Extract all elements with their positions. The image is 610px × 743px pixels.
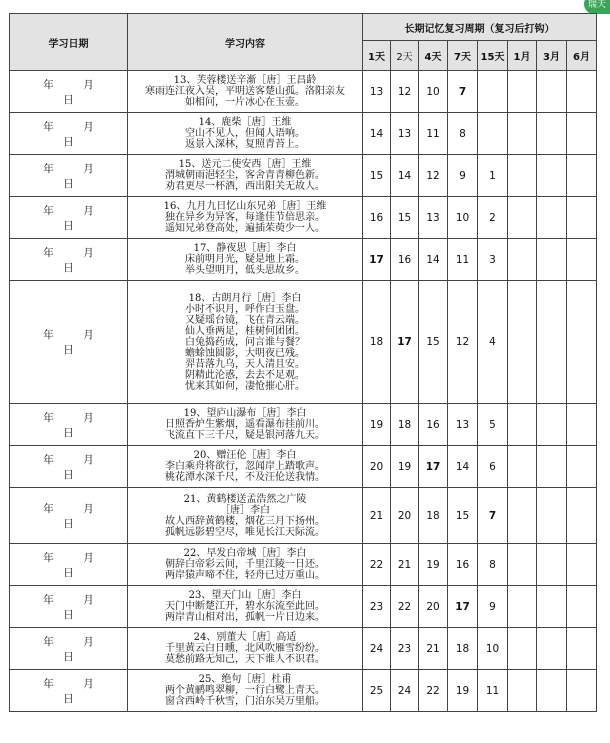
review-check-cell[interactable]: 8 [448,113,478,155]
poem-line: 天门中断楚江开，碧水东流至此回。 [165,601,325,612]
review-check-cell[interactable]: 20 [419,586,448,628]
date-day-label: 日 [63,517,74,530]
poem-line: 两岸青山相对出，孤帆一片日边来。 [165,612,325,623]
date-month-label: 月 [83,635,94,648]
corner-badge: 瑞天 [584,0,610,14]
poem-line: 阴精此沦惑，去去不足观。 [185,369,305,381]
date-year-label: 年 [43,162,54,175]
review-check-cell[interactable] [537,586,567,628]
review-check-cell[interactable] [478,71,508,113]
review-check-cell[interactable]: 21 [391,544,419,586]
poem-line: 孤帆远影碧空尽，唯见长江天际流。 [165,526,325,538]
review-check-cell[interactable]: 10 [478,628,508,670]
date-column-header: 学习日期 [10,14,128,71]
date-day-label: 日 [63,135,74,148]
review-check-cell[interactable]: 1 [478,155,508,197]
study-content-cell [128,670,363,712]
date-day-label: 日 [63,93,74,106]
review-check-cell[interactable]: 12 [448,281,478,404]
review-check-cell[interactable]: 10 [448,197,478,239]
review-check-cell[interactable] [508,446,537,488]
poem-line: 两个黄鹂鸣翠柳，一行白鹭上青天。 [165,685,325,696]
poem-line: 飞流直下三千尺，疑是银河落九天。 [165,430,325,441]
date-month-label: 月 [83,411,94,424]
date-year-label: 年 [43,204,54,217]
review-check-cell[interactable]: 14 [448,446,478,488]
study-date-cell[interactable] [10,281,128,404]
review-check-cell[interactable]: 19 [391,446,419,488]
study-date-cell[interactable] [10,239,128,281]
date-year-label: 年 [43,677,54,690]
review-check-cell[interactable] [537,488,567,544]
study-content-cell [128,155,363,197]
poem-title: 14、鹿柴［唐］王维 [198,117,292,128]
review-check-cell[interactable]: 13 [391,113,419,155]
date-year-label: 年 [43,502,54,515]
poem-line: 日照香炉生紫烟，遥看瀑布挂前川。 [165,419,325,430]
review-check-cell[interactable]: 20 [363,446,391,488]
review-check-cell[interactable]: 4 [478,281,508,404]
review-check-cell[interactable]: 3 [478,239,508,281]
review-check-cell[interactable] [567,488,597,544]
review-check-cell[interactable] [537,113,567,155]
date-day-label: 日 [63,219,74,232]
review-check-cell[interactable]: 9 [448,155,478,197]
review-check-cell[interactable] [508,488,537,544]
poem-line: 忧来其如何，凄怆摧心肝。 [185,380,305,392]
poem-title: 13、芙蓉楼送辛渐［唐］王昌龄 [173,75,317,86]
date-year-label: 年 [43,329,54,341]
study-date-cell[interactable] [10,404,128,446]
poem-line: 独在异乡为异客，每逢佳节倍思亲。 [165,212,325,223]
review-check-cell[interactable] [508,71,537,113]
review-check-cell[interactable]: 13 [419,197,448,239]
study-content-cell [128,488,363,544]
poem-line: 桃花潭水深千尺，不及汪伦送我情。 [165,472,325,483]
poem-title: 25、绝句［唐］杜甫 [198,674,292,685]
review-check-cell[interactable] [537,446,567,488]
poem-line: 劝君更尽一杯酒，西出阳关无故人。 [165,181,325,192]
date-month-label: 月 [83,120,94,133]
date-month-label: 月 [83,246,94,259]
review-check-cell[interactable] [508,239,537,281]
review-check-cell[interactable]: 11 [419,113,448,155]
table-row [10,544,597,586]
review-check-cell[interactable] [508,197,537,239]
review-check-cell[interactable]: 15 [363,155,391,197]
date-day-label: 日 [63,177,74,190]
poem-line: 莫愁前路无知己，天下谁人不识君。 [165,654,325,665]
review-check-cell[interactable]: 19 [419,544,448,586]
date-year-label: 年 [43,635,54,648]
date-year-label: 年 [43,78,54,91]
poem-line: 返景入深林，复照青苔上。 [185,139,305,150]
review-check-cell[interactable] [567,281,597,404]
date-month-label: 月 [83,204,94,217]
review-check-cell[interactable]: 22 [363,544,391,586]
review-check-cell[interactable] [537,155,567,197]
date-day-label: 日 [63,261,74,274]
review-check-cell[interactable]: 14 [419,239,448,281]
poem-line: 床前明月光，疑是地上霜。 [185,254,305,265]
study-content-cell [128,71,363,113]
date-month-label: 月 [83,329,94,341]
review-check-cell[interactable]: 13 [363,71,391,113]
review-check-cell[interactable]: 18 [448,628,478,670]
poem-line: 蟾蜍蚀圆影，大明夜已残。 [185,347,305,359]
table-row [10,197,597,239]
review-check-cell[interactable]: 22 [419,670,448,712]
date-day-label: 日 [63,608,74,621]
review-check-cell[interactable]: 14 [363,113,391,155]
review-check-cell[interactable]: 24 [391,670,419,712]
poem-line: ［唐］李白 [220,504,270,516]
review-check-cell[interactable] [537,544,567,586]
study-date-cell[interactable] [10,628,128,670]
poem-title: 22、早发白帝城［唐］李白 [183,548,307,559]
review-check-cell[interactable]: 18 [391,404,419,446]
review-check-cell[interactable]: 16 [448,544,478,586]
poem-line: 千里黄云白日曛，北风吹雁雪纷纷。 [165,643,325,654]
poem-line: 小时不识月，呼作白玉盘。 [185,303,305,315]
review-check-cell[interactable]: 23 [391,628,419,670]
poem-title: 19、望庐山瀑布［唐］李白 [183,408,307,419]
study-content-cell [128,197,363,239]
review-check-cell[interactable]: 11 [448,239,478,281]
review-check-cell[interactable]: 17 [448,586,478,628]
review-check-cell[interactable] [537,197,567,239]
table-row [10,281,597,404]
date-day-label: 日 [63,566,74,579]
review-day-header: 4天 [419,41,448,71]
date-month-label: 月 [83,453,94,466]
review-check-cell[interactable]: 21 [363,488,391,544]
review-check-cell[interactable]: 17 [363,239,391,281]
date-year-label: 年 [43,411,54,424]
review-day-header: 15天 [478,41,508,71]
review-check-cell[interactable]: 18 [419,488,448,544]
table-row [10,113,597,155]
poem-line: 李白乘舟将欲行，忽闻岸上踏歌声。 [165,461,325,472]
poem-title: 15、送元二使安西［唐］王维 [178,159,312,170]
study-content-cell [128,404,363,446]
date-month-label: 月 [83,677,94,690]
table-row [10,670,597,712]
study-date-cell[interactable] [10,197,128,239]
review-group-header: 长期记忆复习周期（复习后打钩） [363,14,597,41]
table-row [10,155,597,197]
review-check-cell[interactable] [508,544,537,586]
study-date-cell[interactable] [10,446,128,488]
review-check-cell[interactable]: 7 [448,71,478,113]
review-day-header: 2天 [391,41,419,71]
date-day-label: 日 [63,692,74,705]
poem-line: 窗含西岭千秋雪，门泊东吴万里船。 [165,696,325,707]
review-check-cell[interactable] [508,670,537,712]
review-check-cell[interactable]: 7 [478,488,508,544]
review-check-cell[interactable] [567,446,597,488]
review-day-header: 6月 [567,41,597,71]
review-check-cell[interactable]: 16 [419,404,448,446]
review-check-cell[interactable] [567,544,597,586]
review-check-cell[interactable]: 15 [391,197,419,239]
review-check-cell[interactable] [567,628,597,670]
date-year-label: 年 [43,246,54,259]
poem-title: 20、赠汪伦［唐］李白 [193,450,297,461]
study-date-cell[interactable] [10,544,128,586]
review-check-cell[interactable] [537,404,567,446]
review-check-cell[interactable]: 16 [363,197,391,239]
review-check-cell[interactable] [508,281,537,404]
review-check-cell[interactable]: 23 [363,586,391,628]
study-date-cell[interactable] [10,670,128,712]
review-day-header: 7天 [448,41,478,71]
study-content-cell [128,113,363,155]
review-check-cell[interactable]: 19 [448,670,478,712]
study-date-cell[interactable] [10,113,128,155]
poem-line: 仙人垂两足，桂树何团团。 [185,325,305,337]
study-content-cell [128,586,363,628]
table-row [10,586,597,628]
review-check-cell[interactable]: 17 [391,281,419,404]
study-date-cell[interactable] [10,586,128,628]
poem-title: 17、静夜思［唐］李白 [193,243,297,254]
date-month-label: 月 [83,78,94,91]
study-content-cell [128,544,363,586]
poem-title: 21、黄鹤楼送孟浩然之广陵 [183,493,307,505]
review-day-header: 3月 [537,41,567,71]
date-month-label: 月 [83,162,94,175]
date-year-label: 年 [43,453,54,466]
review-check-cell[interactable] [478,113,508,155]
poem-line: 遥知兄弟登高处，遍插茱萸少一人。 [165,223,325,234]
date-day-label: 日 [63,650,74,663]
review-check-cell[interactable] [567,670,597,712]
review-check-cell[interactable]: 25 [363,670,391,712]
date-month-label: 月 [83,551,94,564]
review-check-cell[interactable]: 18 [363,281,391,404]
review-check-cell[interactable]: 19 [363,404,391,446]
date-month-label: 月 [83,502,94,515]
review-check-cell[interactable] [537,628,567,670]
table-row [10,628,597,670]
table-row [10,404,597,446]
date-day-label: 日 [63,426,74,439]
table-row [10,446,597,488]
study-content-cell [128,446,363,488]
study-date-cell[interactable] [10,488,128,544]
review-check-cell[interactable] [508,155,537,197]
poem-line: 羿昔落九乌，天人清且安。 [185,358,305,370]
content-column-header: 学习内容 [128,14,363,71]
poem-title: 16、九月九日忆山东兄弟［唐］王维 [163,201,327,212]
review-check-cell[interactable]: 17 [419,446,448,488]
review-day-header: 1月 [508,41,537,71]
review-day-header: 1天 [363,41,391,71]
review-check-cell[interactable] [508,628,537,670]
review-check-cell[interactable]: 20 [391,488,419,544]
review-check-cell[interactable]: 13 [448,404,478,446]
review-check-cell[interactable]: 11 [478,670,508,712]
date-month-label: 月 [83,593,94,606]
table-row [10,239,597,281]
review-check-cell[interactable] [508,404,537,446]
review-check-cell[interactable] [567,155,597,197]
poem-title: 23、望天门山［唐］李白 [188,590,302,601]
poem-title: 18、古朗月行［唐］李白 [188,292,302,304]
review-check-cell[interactable] [567,404,597,446]
date-day-label: 日 [63,344,74,356]
poem-line: 空山不见人，但闻人语响。 [185,128,305,139]
review-check-cell[interactable] [567,239,597,281]
review-check-cell[interactable]: 15 [419,281,448,404]
review-check-cell[interactable] [508,113,537,155]
review-check-cell[interactable] [567,113,597,155]
review-check-cell[interactable]: 9 [478,586,508,628]
review-check-cell[interactable]: 21 [419,628,448,670]
date-day-label: 日 [63,468,74,481]
review-check-cell[interactable]: 15 [448,488,478,544]
poem-title: 24、别董大［唐］高适 [193,632,297,643]
review-check-cell[interactable] [508,586,537,628]
review-table [9,13,597,712]
review-check-cell[interactable]: 12 [419,155,448,197]
study-content-cell [128,281,363,404]
date-year-label: 年 [43,551,54,564]
review-check-cell[interactable]: 12 [391,71,419,113]
study-date-cell[interactable] [10,71,128,113]
review-check-cell[interactable] [537,281,567,404]
poem-line: 朝辞白帝彩云间，千里江陵一日还。 [165,559,325,570]
review-check-cell[interactable] [567,586,597,628]
review-check-cell[interactable]: 8 [478,544,508,586]
poem-line: 寒雨连江夜入吴，平明送客楚山孤。洛阳亲友 [145,86,345,97]
review-check-cell[interactable]: 10 [419,71,448,113]
poem-line: 两岸猿声啼不住，轻舟已过万重山。 [165,570,325,581]
poem-line: 如相问，一片冰心在玉壶。 [185,97,305,108]
poem-line: 白兔捣药成，问言谁与餐？ [185,336,305,348]
review-check-cell[interactable] [537,71,567,113]
review-check-cell[interactable]: 24 [363,628,391,670]
poem-line: 故人西辞黄鹤楼，烟花三月下扬州。 [165,515,325,527]
review-check-cell[interactable] [567,197,597,239]
study-content-cell [128,628,363,670]
review-check-cell[interactable]: 6 [478,446,508,488]
study-date-cell[interactable] [10,155,128,197]
table-row [10,488,597,544]
review-check-cell[interactable] [537,670,567,712]
review-check-cell[interactable] [537,239,567,281]
review-check-cell[interactable]: 14 [391,155,419,197]
study-content-cell [128,239,363,281]
review-check-cell[interactable]: 5 [478,404,508,446]
date-year-label: 年 [43,120,54,133]
date-year-label: 年 [43,593,54,606]
poem-line: 举头望明月，低头思故乡。 [185,265,305,276]
review-check-cell[interactable]: 16 [391,239,419,281]
poem-line: 渭城朝雨浥轻尘，客舍青青柳色新。 [165,170,325,181]
poem-line: 又疑瑶台镜，飞在青云端。 [185,314,305,326]
table-row [10,71,597,113]
review-check-cell[interactable]: 22 [391,586,419,628]
review-check-cell[interactable] [567,71,597,113]
review-check-cell[interactable]: 2 [478,197,508,239]
